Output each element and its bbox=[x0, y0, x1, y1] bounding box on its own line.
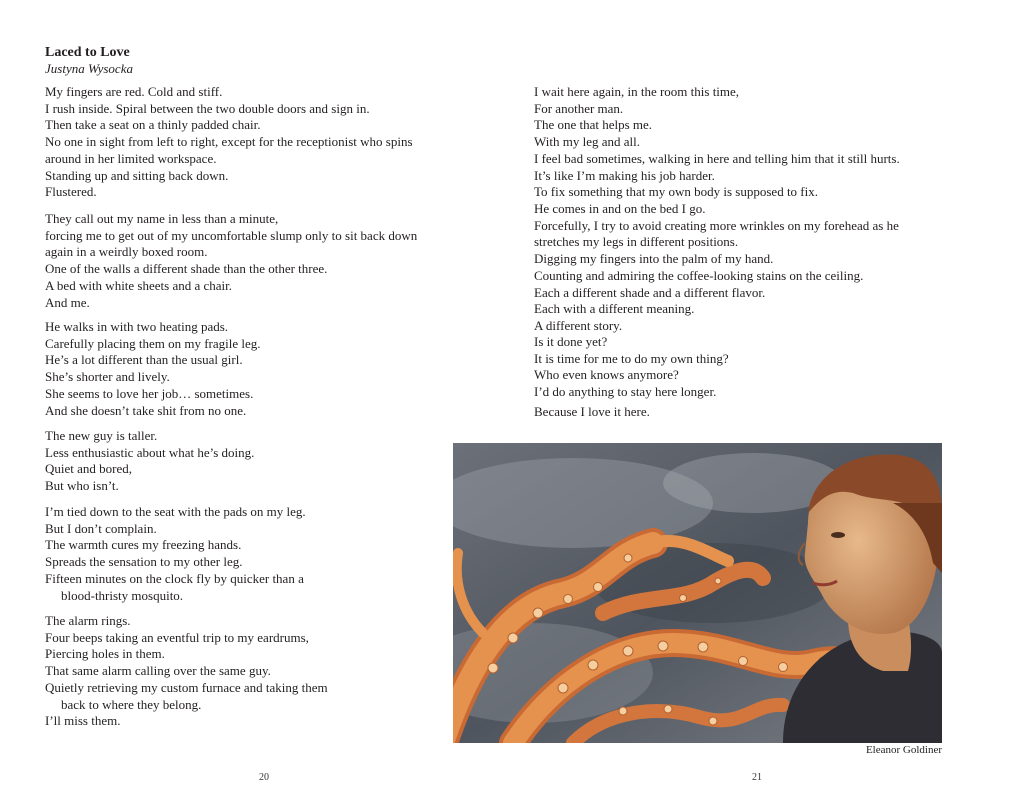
poem-line: But who isn’t. bbox=[45, 478, 119, 494]
poem-line: Four beeps taking an eventful trip to my eardrums, bbox=[45, 629, 309, 645]
stanza-left-6 bbox=[45, 613, 328, 730]
poem-line: The new guy is taller. bbox=[45, 428, 158, 443]
poem-line: again in a weirdly boxed room. bbox=[45, 244, 208, 260]
poem-line: And she doesn’t take shit from no one. bbox=[45, 402, 247, 418]
artwork-credit: Eleanor Goldiner bbox=[865, 744, 942, 756]
stanza-right-3 bbox=[534, 334, 729, 401]
poem-line: Flustered. bbox=[45, 184, 97, 200]
stanza-left-5 bbox=[45, 504, 306, 604]
poem-line: Each with a different meaning. bbox=[534, 301, 695, 317]
stanza-left-3 bbox=[45, 319, 261, 419]
poem-line: For another man. bbox=[534, 100, 624, 116]
poem-line: Each a different shade and a different flavor. bbox=[534, 284, 766, 300]
poem-line: That same alarm calling over the same guy. bbox=[45, 663, 271, 679]
poem-line: A bed with white sheets and a chair. bbox=[45, 277, 233, 293]
poem-line: Digging my fingers into the palm of my hand. bbox=[534, 251, 774, 267]
poem-line: Less enthusiastic about what he’s doing. bbox=[45, 444, 255, 460]
poem-line: Fifteen minutes on the clock fly by quicker than a bbox=[45, 570, 304, 586]
poem-line: The warmth cures my freezing hands. bbox=[45, 537, 242, 553]
poem-title: Laced to Love bbox=[45, 45, 130, 60]
poem-line: One of the walls a different shade than the other three. bbox=[45, 261, 328, 277]
poem-line: I’m tied down to the seat with the pads on my leg. bbox=[45, 504, 306, 519]
poem-line: A different story. bbox=[534, 317, 623, 333]
poem-line: He walks in with two heating pads. bbox=[45, 319, 229, 334]
page-number-right: 21 bbox=[752, 772, 762, 783]
poem-line: around in her limited workspace. bbox=[45, 150, 217, 166]
poem-line: The one that helps me. bbox=[534, 117, 653, 133]
poem-line: blood-thristy mosquito. bbox=[61, 587, 184, 603]
poem-line: I’ll miss them. bbox=[45, 713, 121, 729]
poem-line: They call out my name in less than a minute, bbox=[45, 211, 279, 226]
poem-line: No one in sight from left to right, except for the receptionist who spins bbox=[45, 134, 413, 150]
poem-line: I wait here again, in the room this time, bbox=[534, 84, 740, 99]
poem-line: forcing me to get out of my uncomfortable slump only to sit back down bbox=[45, 227, 418, 243]
poem-line: Because I love it here. bbox=[534, 404, 650, 419]
poem-line: He comes in and on the bed I go. bbox=[534, 201, 706, 216]
octopus-portrait-painting bbox=[453, 443, 942, 743]
poem-line: It is time for me to do my own thing? bbox=[534, 350, 729, 366]
stanza-right-2 bbox=[534, 201, 899, 335]
poem-line: Quietly retrieving my custom furnace and taking them bbox=[45, 679, 328, 695]
poem-line: Carefully placing them on my fragile leg. bbox=[45, 335, 261, 351]
poem-line: My fingers are red. Cold and stiff. bbox=[45, 84, 223, 99]
poem-line: Is it done yet? bbox=[534, 334, 608, 349]
poem-line: Then take a seat on a thinly padded chair. bbox=[45, 117, 261, 133]
poem-line: It’s like I’m making his job harder. bbox=[534, 167, 715, 183]
stanza-left-4 bbox=[45, 428, 254, 495]
poem-line: stretches my legs in different positions. bbox=[534, 234, 739, 250]
poem-line: And me. bbox=[45, 294, 90, 310]
poem-author: Justyna Wysocka bbox=[45, 61, 133, 76]
poem-line: Counting and admiring the coffee-looking stains on the ceiling. bbox=[534, 267, 864, 283]
poem-line: back to where they belong. bbox=[61, 696, 202, 712]
painting-svg bbox=[453, 443, 942, 743]
poem-line: I feel bad sometimes, walking in here and telling him that it still hurts. bbox=[534, 150, 900, 166]
poem-line: She seems to love her job… sometimes. bbox=[45, 385, 254, 401]
poem-line: She’s shorter and lively. bbox=[45, 369, 170, 385]
poem-line: With my leg and all. bbox=[534, 134, 640, 150]
poem-line: Forcefully, I try to avoid creating more wrinkles on my forehead as he bbox=[534, 217, 899, 233]
poem-line: Who even knows anymore? bbox=[534, 367, 679, 383]
poem-line: He’s a lot different than the usual girl. bbox=[45, 352, 243, 368]
poem-line: Spreads the sensation to my other leg. bbox=[45, 554, 243, 570]
poem-line: I’d do anything to stay here longer. bbox=[534, 384, 717, 400]
poem-line: But I don’t complain. bbox=[45, 520, 157, 536]
poem-line: Standing up and sitting back down. bbox=[45, 167, 229, 183]
stanza-left-2 bbox=[45, 211, 417, 311]
poem-line: To fix something that my own body is supposed to fix. bbox=[534, 184, 818, 200]
poem-line: I rush inside. Spiral between the two double doors and sign in. bbox=[45, 100, 370, 116]
poem-line: Quiet and bored, bbox=[45, 461, 133, 477]
stanza-right-4 bbox=[534, 404, 650, 421]
stanza-right-1 bbox=[534, 84, 900, 201]
poem-line: The alarm rings. bbox=[45, 613, 131, 628]
poem-line: Piercing holes in them. bbox=[45, 646, 165, 662]
page-number-left: 20 bbox=[259, 772, 269, 783]
stanza-left-1 bbox=[45, 84, 413, 201]
